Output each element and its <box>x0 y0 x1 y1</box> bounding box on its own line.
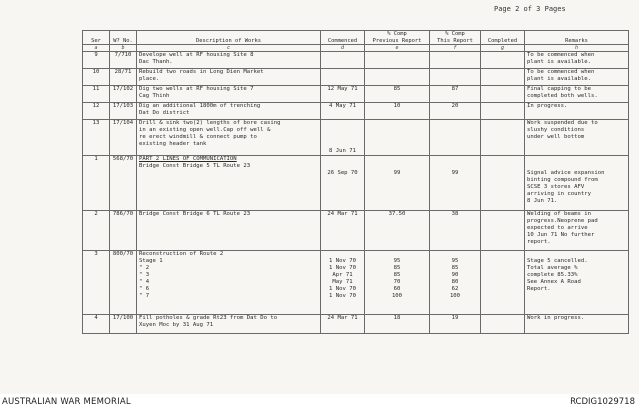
this-report-cell <box>430 86 481 103</box>
remarks-cell <box>525 315 629 334</box>
remarks-line: See Annex A Road <box>527 279 581 285</box>
remarks-cell <box>525 211 629 251</box>
subheader-cell: c <box>137 45 321 52</box>
remarks-line: Report. <box>527 286 551 292</box>
description-line: Stage 1 <box>139 258 163 264</box>
description-cell <box>137 52 321 69</box>
prev-report-line: 10 <box>393 103 401 109</box>
prev-report-line <box>367 251 427 258</box>
remarks-line: Welding of beams in <box>527 211 591 217</box>
page-total: 3 <box>536 5 541 13</box>
subheader-cell: d <box>321 45 365 52</box>
prev-report-cell <box>365 315 430 334</box>
commenced-line: 12 May 71 <box>327 86 358 92</box>
this-report-cell <box>430 69 481 86</box>
prev-report-lines <box>367 103 427 110</box>
prev-report-cell <box>365 156 430 211</box>
prev-report-lines <box>367 170 427 177</box>
table-row <box>83 103 629 120</box>
subheader-cell: e <box>365 45 430 52</box>
ser-cell: 11 <box>83 86 110 103</box>
commenced-line: 1 Nov 70 <box>329 286 356 292</box>
remarks-lines <box>527 251 626 293</box>
commenced-cell <box>321 315 365 334</box>
description-line: Bridge Const Bridge 6 TL Route 23 <box>139 211 251 217</box>
page-label: Page <box>494 5 511 13</box>
ser-cell: 4 <box>83 315 110 334</box>
remarks-line: 8 Jun 71. <box>527 198 558 204</box>
commenced-line: 8 Jun 71 <box>329 148 356 154</box>
description-line: Dig an additional 1800m of trenching <box>139 103 261 109</box>
description-line: Dig two wells at RF housing Site 7 <box>139 86 254 92</box>
prev-report-cell <box>365 52 430 69</box>
commenced-line: 1 Nov 70 <box>329 293 356 299</box>
remarks-lines <box>527 170 626 205</box>
commenced-cell <box>321 120 365 156</box>
this-report-lines <box>432 211 478 218</box>
wo-cell: 17/104 <box>110 120 137 156</box>
commenced-line <box>323 251 362 258</box>
remarks-line: plant is available. <box>527 76 591 82</box>
remarks-cell <box>525 103 629 120</box>
remarks-lines <box>527 103 626 110</box>
table-row <box>83 120 629 156</box>
ser-cell: 12 <box>83 103 110 120</box>
remarks-line: completed both wells. <box>527 93 598 99</box>
wo-cell: 568/70 <box>110 156 137 211</box>
prev-report-line: 95 <box>393 258 401 264</box>
remarks-cell <box>525 120 629 156</box>
remarks-line: progress.Neoprene pad <box>527 218 598 224</box>
remarks-line: Signal advice expansion <box>527 170 605 176</box>
description-line: Xuyen Moc by 31 Aug 71 <box>139 322 214 328</box>
this-report-line: 80 <box>451 279 459 285</box>
remarks-line: To be commenced when <box>527 69 595 75</box>
remarks-cell <box>525 86 629 103</box>
table-body <box>83 52 629 334</box>
commenced-line: 26 Sep 70 <box>327 170 358 176</box>
col-prev-report <box>365 31 430 45</box>
wo-cell: 800/70 <box>110 251 137 315</box>
ser-cell: 13 <box>83 120 110 156</box>
commenced-lines <box>323 211 362 218</box>
page-number: 2 <box>515 5 520 13</box>
this-report-cell <box>430 251 481 315</box>
footer <box>0 394 639 410</box>
remarks-lines <box>527 52 626 66</box>
commenced-lines <box>323 251 362 300</box>
prev-report-line: 70 <box>393 279 401 285</box>
this-report-line: 87 <box>451 86 459 92</box>
this-report-lines <box>432 170 478 177</box>
description-line: Bridge Const Bridge 5 TL Route 23 <box>139 163 251 169</box>
this-report-label: This Report <box>437 37 473 44</box>
remarks-line: Stage 5 cancelled. <box>527 258 588 264</box>
completed-cell <box>481 120 525 156</box>
remarks-line: 10 Jun 71 No further <box>527 232 595 238</box>
this-report-line: 62 <box>451 286 459 292</box>
prev-report-cell <box>365 120 430 156</box>
footer-id: RCDIG1029718 <box>570 397 635 407</box>
commenced-cell <box>321 86 365 103</box>
wo-cell: 7/710 <box>110 52 137 69</box>
remarks-line: In progress. <box>527 103 568 109</box>
commenced-line: 4 May 71 <box>329 103 356 109</box>
prev-report-label: Previous Report <box>372 37 422 44</box>
commenced-line: 1 Nov 70 <box>329 258 356 264</box>
commenced-lines <box>323 86 362 93</box>
completed-cell <box>481 156 525 211</box>
commenced-line: 24 Mar 71 <box>327 211 358 217</box>
commenced-cell <box>321 69 365 86</box>
commenced-cell <box>321 52 365 69</box>
completed-cell <box>481 69 525 86</box>
this-report-cell <box>430 103 481 120</box>
description-line: Cag Thinh <box>139 93 170 99</box>
this-report-line: 38 <box>451 211 459 217</box>
this-report-cell <box>430 156 481 211</box>
prev-report-line: 85 <box>393 86 401 92</box>
prev-report-lines <box>367 211 427 218</box>
footer-source: AUSTRALIAN WAR MEMORIAL <box>2 397 131 407</box>
this-report-cell <box>430 52 481 69</box>
this-report-line: 99 <box>451 170 459 176</box>
remarks-lines <box>527 211 626 246</box>
description-cell <box>137 120 321 156</box>
description-line: Dat Do district <box>139 110 190 116</box>
wo-cell: 17/102 <box>110 86 137 103</box>
description-line: " 4 <box>139 279 150 285</box>
remarks-line: under well bottom <box>527 134 585 140</box>
description-line: Develope well at RF housing Site 8 <box>139 52 254 58</box>
table-row <box>83 86 629 103</box>
col-commenced: Commenced <box>321 31 365 45</box>
completed-cell <box>481 211 525 251</box>
ser-cell: 3 <box>83 251 110 315</box>
this-report-cell <box>430 315 481 334</box>
description-line: Rebuild two roads in Long Dien Market <box>139 69 264 75</box>
remarks-line: expected to arrive <box>527 225 588 231</box>
remarks-line: Work in progress. <box>527 315 585 321</box>
this-report-cell <box>430 211 481 251</box>
wo-cell: 786/70 <box>110 211 137 251</box>
table-row <box>83 251 629 315</box>
description-lines <box>139 120 318 148</box>
description-lines <box>139 315 318 329</box>
description-line: Drill & sink two(2) lengths of bore casing <box>139 120 281 126</box>
table-row <box>83 211 629 251</box>
description-cell <box>137 315 321 334</box>
wo-cell: 28/71 <box>110 69 137 86</box>
description-cell <box>137 69 321 86</box>
prev-report-line: 37.50 <box>388 211 406 217</box>
completed-cell <box>481 103 525 120</box>
this-report-line: 85 <box>451 265 459 271</box>
remarks-line: plant is available. <box>527 59 591 65</box>
commenced-cell <box>321 211 365 251</box>
works-table <box>82 30 629 334</box>
description-lines <box>139 103 318 117</box>
wo-cell: 17/100 <box>110 315 137 334</box>
prev-report-line: 60 <box>393 286 401 292</box>
completed-cell <box>481 315 525 334</box>
remarks-cell <box>525 52 629 69</box>
col-completed: Completed <box>481 31 525 45</box>
remarks-cell <box>525 69 629 86</box>
col-remarks: Remarks <box>525 31 629 45</box>
commenced-lines <box>323 148 362 155</box>
commenced-cell <box>321 156 365 211</box>
this-report-lines <box>432 251 478 300</box>
subheader-cell: f <box>430 45 481 52</box>
remarks-line: Final capping to be <box>527 86 591 92</box>
remarks-lines <box>527 315 626 322</box>
this-report-lines <box>432 86 478 93</box>
remarks-lines <box>527 120 626 141</box>
remarks-line: To be commenced when <box>527 52 595 58</box>
page-of: of <box>523 5 532 13</box>
description-line: Dac Thanh. <box>139 59 173 65</box>
prev-report-line: 18 <box>393 315 401 321</box>
this-report-lines <box>432 315 478 322</box>
description-lines <box>139 163 318 170</box>
description-lines <box>139 86 318 100</box>
remarks-line: arriving in country <box>527 191 591 197</box>
this-report-line: 95 <box>451 258 459 264</box>
remarks-line: report. <box>527 239 551 245</box>
commenced-cell <box>321 103 365 120</box>
description-line: " 6 <box>139 286 150 292</box>
commenced-line: 1 Nov 70 <box>329 265 356 271</box>
col-wo: W? No. <box>110 31 137 45</box>
prev-report-lines <box>367 251 427 300</box>
remarks-line: Total average % <box>527 265 578 271</box>
prev-report-line: 85 <box>393 272 401 278</box>
description-lines <box>139 69 318 83</box>
pct-comp-label: % Comp <box>445 31 465 37</box>
description-lines <box>139 52 318 66</box>
commenced-line: 24 Mar 71 <box>327 315 358 321</box>
ser-cell: 9 <box>83 52 110 69</box>
commenced-cell <box>321 251 365 315</box>
remarks-cell <box>525 156 629 211</box>
ser-cell: 2 <box>83 211 110 251</box>
description-line: re erect windmill & connect pump to <box>139 134 257 140</box>
pages-label: Pages <box>544 5 566 13</box>
table-row <box>83 315 629 334</box>
remarks-lines <box>527 86 626 100</box>
commenced-lines <box>323 103 362 110</box>
subheader-cell: b <box>110 45 137 52</box>
commenced-lines <box>323 315 362 322</box>
subheader-cell: g <box>481 45 525 52</box>
description-cell <box>137 211 321 251</box>
header-row <box>83 31 629 45</box>
this-report-line <box>432 251 478 258</box>
description-cell <box>137 103 321 120</box>
table-row <box>83 69 629 86</box>
subheader-row <box>83 45 629 52</box>
prev-report-cell <box>365 69 430 86</box>
prev-report-cell <box>365 86 430 103</box>
this-report-line: 19 <box>451 315 459 321</box>
this-report-cell <box>430 120 481 156</box>
prev-report-lines <box>367 86 427 93</box>
prev-report-lines <box>367 315 427 322</box>
remarks-line: Work suspended due to <box>527 120 598 126</box>
this-report-line: 90 <box>451 272 459 278</box>
prev-report-cell <box>365 103 430 120</box>
subheader-cell: a <box>83 45 110 52</box>
prev-report-cell <box>365 211 430 251</box>
remarks-spacer <box>527 156 626 170</box>
col-desc: Description of Works <box>137 31 321 45</box>
commenced-line: May 71 <box>332 279 353 285</box>
prev-report-line: 85 <box>393 265 401 271</box>
remarks-line: binting compound from <box>527 177 598 183</box>
description-cell <box>137 251 321 315</box>
pct-comp-label: % Comp <box>387 31 407 37</box>
prev-report-line: 100 <box>391 293 403 299</box>
description-lines <box>139 251 318 300</box>
description-line: Reconstruction of Route 2 <box>139 251 224 257</box>
commenced-line: Apr 71 <box>332 272 353 278</box>
remarks-line: slushy conditions <box>527 127 585 133</box>
subheader-cell: h <box>525 45 629 52</box>
this-report-lines <box>432 103 478 110</box>
description-line: " 2 <box>139 265 150 271</box>
completed-cell <box>481 52 525 69</box>
this-report-line: 100 <box>449 293 461 299</box>
description-cell <box>137 86 321 103</box>
ser-cell: 1 <box>83 156 110 211</box>
description-line: Fill potholes & grade Rt23 from Dat Do to <box>139 315 278 321</box>
col-this-report <box>430 31 481 45</box>
remarks-line <box>527 251 626 258</box>
prev-report-cell <box>365 251 430 315</box>
description-cell <box>137 156 321 211</box>
remarks-line: SCSE 3 stores AFV <box>527 184 585 190</box>
completed-cell <box>481 86 525 103</box>
wo-cell: 17/103 <box>110 103 137 120</box>
ser-cell: 10 <box>83 69 110 86</box>
description-line: existing header tank <box>139 141 207 147</box>
description-line: " 3 <box>139 272 150 278</box>
table-row <box>83 156 629 211</box>
section-heading: PART 2 LINES OF COMMUNICATION <box>139 156 237 162</box>
description-lines <box>139 211 318 218</box>
description-line: in an existing open well.Cap off well & <box>139 127 271 133</box>
description-line: place. <box>139 76 160 82</box>
description-line: " 7 <box>139 293 150 299</box>
prev-report-line: 99 <box>393 170 401 176</box>
completed-cell <box>481 251 525 315</box>
page-info <box>494 5 566 13</box>
table-row <box>83 52 629 69</box>
this-report-line: 20 <box>451 103 459 109</box>
remarks-lines <box>527 69 626 83</box>
col-ser: Ser <box>83 31 110 45</box>
remarks-cell <box>525 251 629 315</box>
remarks-line: complete 85.33% <box>527 272 578 278</box>
commenced-lines <box>323 170 362 177</box>
